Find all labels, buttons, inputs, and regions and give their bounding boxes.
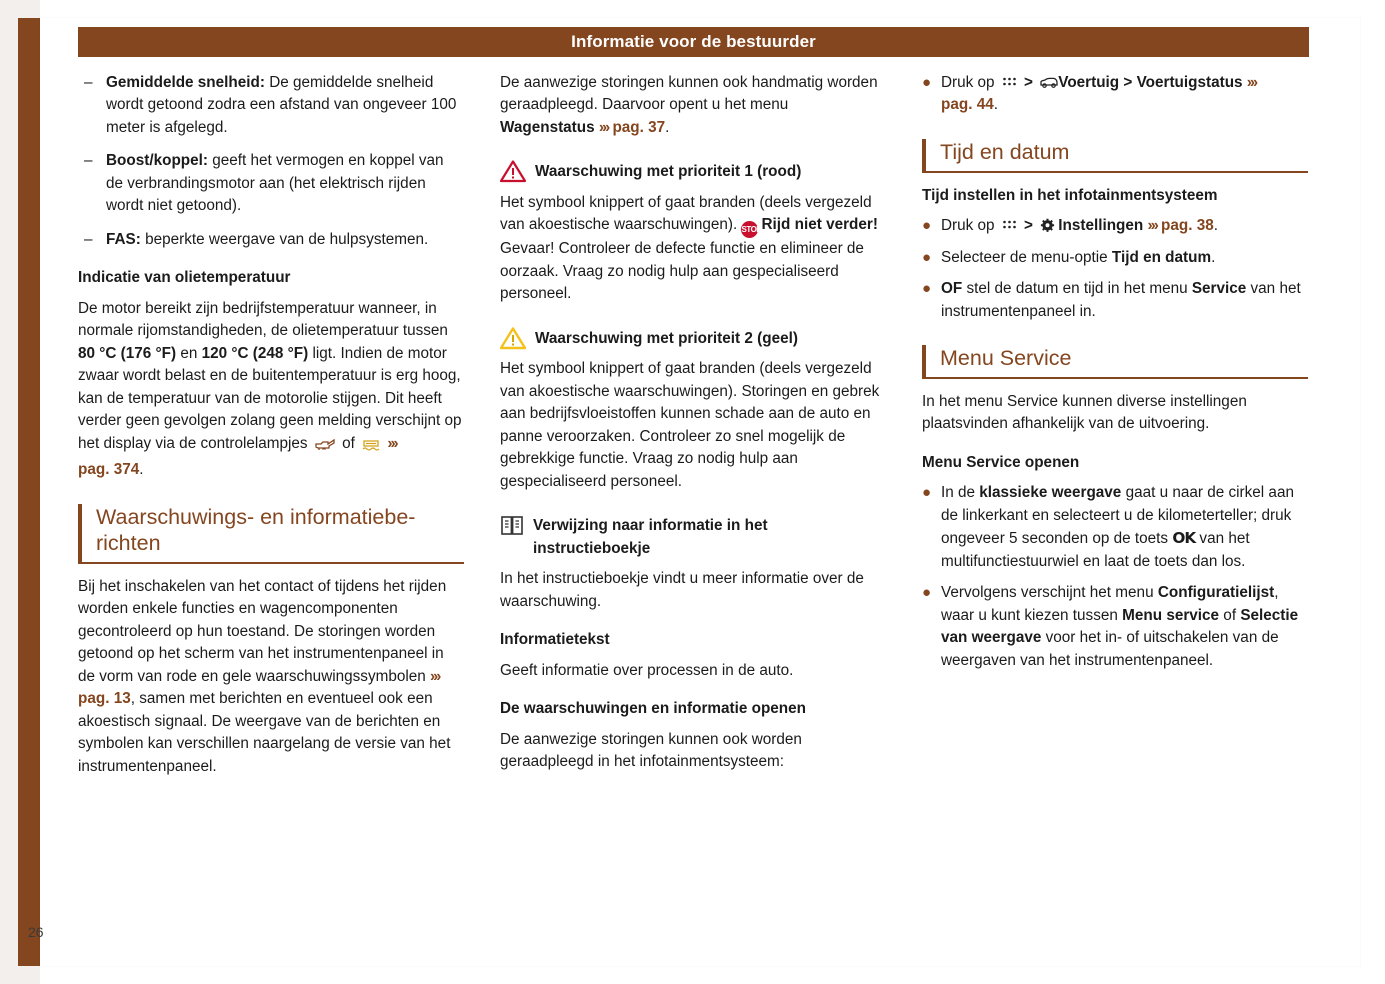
- bullet-marker: ●: [922, 74, 932, 91]
- manual-check-text-1: De aanwezige storingen kunnen ook handmatig worden geraadpleegd. Daarvoor opent u het menu: [500, 74, 878, 114]
- time-b1-end: .: [1213, 217, 1219, 235]
- book-icon: [500, 515, 524, 536]
- oil-text-3: ligt. Indien de motor zwaar wordt belast en de buitentemperatuur is erg hoog, kan de temperatuur van de motorolie stijgen. Dit heeft verder geen gevolgen zolang geen melding verschijnt op het display via de controlelampjes: [78, 344, 462, 452]
- menu-b2-menu-service: Menu service: [1122, 606, 1220, 624]
- oil-temperature-paragraph: [78, 298, 464, 482]
- manual-check-paragraph: [500, 72, 886, 139]
- warning-priority-1-title: Waarschuwing met prioriteit 1 (rood): [535, 163, 802, 181]
- list-item-term: Boost/koppel:: [106, 152, 208, 170]
- time-b2-text-1: Selecteer de menu-optie: [941, 248, 1112, 266]
- warning-priority-1-heading: [500, 159, 886, 183]
- list-item-text: [106, 150, 464, 217]
- information-text-heading: Informatietekst: [500, 631, 610, 649]
- manual-reference-paragraph: In het instructieboekje vindt u meer informatie over de waarschuwing.: [500, 570, 864, 610]
- menu-b2-text-3: of: [1219, 606, 1241, 624]
- menu-b1-text-1: In de: [941, 484, 980, 502]
- list-item-text: [941, 247, 1308, 269]
- list-item-term: FAS:: [106, 230, 141, 248]
- cross-reference-page[interactable]: pag. 44: [941, 96, 994, 114]
- list-item-text: [941, 72, 1308, 117]
- xref-chevrons: ›››: [598, 118, 609, 136]
- warning-priority-2-title: Waarschuwing met prioriteit 2 (geel): [535, 329, 798, 347]
- oil-temperature-heading: Indicatie van olietemperatuur: [78, 269, 291, 287]
- apps-grid-icon: [1001, 75, 1018, 90]
- warning-priority-1-paragraph: [500, 192, 886, 306]
- page-header: [78, 27, 1309, 57]
- section-title: Menu Service: [940, 346, 1072, 371]
- cross-reference-page[interactable]: pag. 374: [78, 461, 140, 479]
- page-columns: [78, 72, 1309, 902]
- dash-marker: –: [84, 74, 93, 91]
- bullet-marker: ●: [922, 484, 932, 502]
- list-item-text: [106, 72, 464, 139]
- list-item-text: [106, 229, 464, 251]
- warning-triangle-yellow-icon: [500, 327, 526, 350]
- warnings-text-1: Bij het inschakelen van het contact of tijdens het rijden worden enkele functies en wagencomponenten gecontroleerd op hun toestand. De storingen worden getoond op het scherm van het instrumentenpaneel in de vorm van rode en gele waarschuwingssymbolen: [78, 577, 447, 685]
- apps-grid-icon: [1001, 218, 1018, 233]
- menu-service-intro: In het menu Service kunnen diverse instellingen plaatsvinden afhankelijk van de uitvoering.: [922, 392, 1247, 433]
- menu-b2-text-2: , waar u kunt kiezen tussen: [941, 584, 1279, 624]
- warning-triangle-red-icon: [500, 160, 526, 183]
- bullet-marker: ●: [922, 584, 932, 602]
- column-middle: [500, 72, 886, 902]
- column-right: [922, 72, 1308, 902]
- oil-text-2: en: [176, 344, 202, 362]
- section-heading-warnings: [78, 504, 464, 564]
- time-b3-text-1: stel de datum en tijd in het menu: [962, 280, 1192, 298]
- time-b3-or: OF: [941, 280, 963, 298]
- menu-b1-bold: klassieke weergave: [979, 484, 1122, 502]
- xref-chevrons: ›››: [387, 434, 397, 452]
- warnings-text-2: , samen met berichten en eventueel ook een akoestisch signaal. De weergave van de berichten en symbolen kan verschillen naargelang de versie van het instrumentenpaneel.: [78, 690, 451, 775]
- list-item: [78, 150, 464, 217]
- open-warnings-paragraph: De aanwezige storingen kunnen ook worden geraadpleegd in het infotainmentsysteem:: [500, 730, 802, 771]
- section-heading-menu-service: [922, 345, 1308, 379]
- time-b1-menu: Instellingen: [1058, 217, 1144, 235]
- warn1-text-1: Het symbool knippert of gaat branden (deels vergezeld van akoestische waarschuwingen).: [500, 193, 872, 234]
- warnings-intro-paragraph: [78, 576, 464, 778]
- bullet1-path: Voertuig > Voertuigstatus: [1058, 74, 1243, 91]
- cross-reference-page[interactable]: pag. 37: [612, 118, 666, 136]
- bullet1-sep: >: [1019, 74, 1038, 91]
- bullet1-end: .: [993, 96, 998, 114]
- bullet-marker: ●: [922, 217, 932, 235]
- xref-chevrons: ›››: [430, 667, 440, 685]
- bullet1-text-1: Druk op: [941, 74, 999, 91]
- oil-temp-low: 80 °C (176 °F): [78, 344, 177, 362]
- menu-b2-configuratielijst: Configuratielijst: [1157, 584, 1275, 602]
- xref-chevrons: ›››: [1147, 217, 1157, 235]
- open-warnings-heading: De waarschuwingen en informatie openen: [500, 700, 806, 718]
- time-b2-end: .: [1211, 248, 1216, 266]
- list-item-text: [941, 582, 1308, 672]
- ok-button-label: OK: [1172, 529, 1196, 548]
- menu-b2-selectie: Selectie van weergave: [941, 606, 1299, 647]
- list-item-body: De gemiddelde snelheid wordt getoond zodra een afstand van ongeveer 100 meter is afgelegd.: [106, 74, 457, 136]
- menu-b1-text-2: gaat u naar de cirkel aan de linkerkant en selecteert u de kilometerteller; druk ongeveer 5 seconden op de toets: [941, 484, 1294, 548]
- oil-temp-high: 120 °C (248 °F): [201, 344, 309, 362]
- list-item-text: [941, 215, 1308, 237]
- dash-marker: –: [84, 230, 93, 248]
- list-item-text: [941, 482, 1308, 573]
- list-item: [922, 278, 1308, 323]
- section-title: Tijd en datum: [940, 139, 1070, 164]
- cross-reference-page[interactable]: pag. 38: [1161, 217, 1214, 235]
- oil-can-icon: [314, 437, 336, 459]
- stop-icon: STOP: [741, 221, 758, 238]
- time-b3-menu: Service: [1191, 280, 1247, 298]
- section-rule: [82, 562, 464, 564]
- list-item: [78, 229, 464, 251]
- time-b1-sep: >: [1019, 217, 1038, 235]
- xref-chevrons: ›››: [1246, 74, 1257, 91]
- column-left: [78, 72, 464, 902]
- menu-b1-text-3: van het multifunctiestuurwiel en laat de toets dan los.: [941, 530, 1250, 570]
- list-item-body: beperkte weergave van de hulpsystemen.: [140, 230, 429, 248]
- time-b1-text-1: Druk op: [941, 217, 999, 235]
- page-number: 26: [28, 924, 44, 940]
- bullet-marker: ●: [922, 248, 932, 266]
- warning-priority-2-paragraph: Het symbool knippert of gaat branden (deels vergezeld van akoestische waarschuwingen). Storingen en gebrek aan bedrijfsvloeistoffen kunnen schade aan de auto en panne veroorzaken. Controleer zo snel mogelijk de gebrekkige functie. Vraag zo nodig hulp aan gespecialiseerd personeel.: [500, 360, 880, 490]
- list-item: [922, 582, 1308, 672]
- list-item: [922, 482, 1308, 573]
- spine-color-bar: [18, 18, 40, 966]
- list-item-body: geeft het vermogen en koppel van de verbrandingsmotor aan (het elektrisch rijden wordt niet getoond).: [106, 152, 444, 215]
- menu-name-wagenstatus: Wagenstatus: [500, 118, 595, 136]
- list-item: [922, 72, 1308, 117]
- cross-reference-page[interactable]: pag. 13: [78, 690, 131, 708]
- warning-priority-2-heading: [500, 326, 886, 350]
- menu-service-open-heading: Menu Service openen: [922, 453, 1080, 471]
- list-item: [922, 215, 1308, 237]
- oil-text-5: .: [139, 461, 144, 479]
- section-rule: [926, 171, 1308, 173]
- warn1-text-2: Gevaar! Controleer de defecte functie en elimineer de oorzaak. Vraag zo nodig hulp aan gespecialiseerd personeel.: [500, 240, 864, 303]
- page-spine: [0, 0, 40, 984]
- list-item-text: [941, 278, 1308, 323]
- time-b2-menu: Tijd en datum: [1111, 248, 1212, 266]
- manual-reference-title: Verwijzing naar informatie in het instructieboekje: [533, 517, 768, 557]
- list-item: [922, 247, 1308, 269]
- menu-b2-text-4: voor het in- of uitschakelen van de weergaven van het instrumentenpaneel.: [941, 629, 1279, 669]
- information-text-paragraph: Geeft informatie over processen in de auto.: [500, 661, 794, 679]
- menu-b2-text-1: Vervolgens verschijnt het menu: [941, 584, 1158, 602]
- page-header-title: Informatie voor de bestuurder: [571, 32, 816, 51]
- time-b3-end: van het instrumentenpaneel in.: [941, 280, 1301, 320]
- list-item-term: Gemiddelde snelheid:: [106, 74, 265, 91]
- bullet-marker: ●: [922, 280, 932, 298]
- manual-reference-heading: [500, 513, 886, 560]
- coolant-temp-icon: [361, 437, 381, 459]
- section-title: Waarschuwings- en informatiebe- richten: [96, 504, 416, 555]
- vehicle-icon: [1039, 75, 1056, 90]
- warn1-bold: Rijd niet verder!: [761, 216, 878, 234]
- section-heading-time-date: [922, 139, 1308, 173]
- oil-text-1: De motor bereikt zijn bedrijfstemperatuur wanneer, in normale rijomstandigheden, de olietemperatuur tussen: [78, 299, 448, 340]
- oil-text-4: of: [337, 434, 360, 452]
- time-setting-heading: Tijd instellen in het infotainmentsysteem: [922, 186, 1218, 204]
- manual-check-text-2: .: [665, 118, 670, 136]
- section-rule: [926, 377, 1308, 379]
- dash-marker: –: [84, 152, 93, 170]
- list-item: [78, 72, 464, 139]
- gear-icon: [1039, 218, 1056, 233]
